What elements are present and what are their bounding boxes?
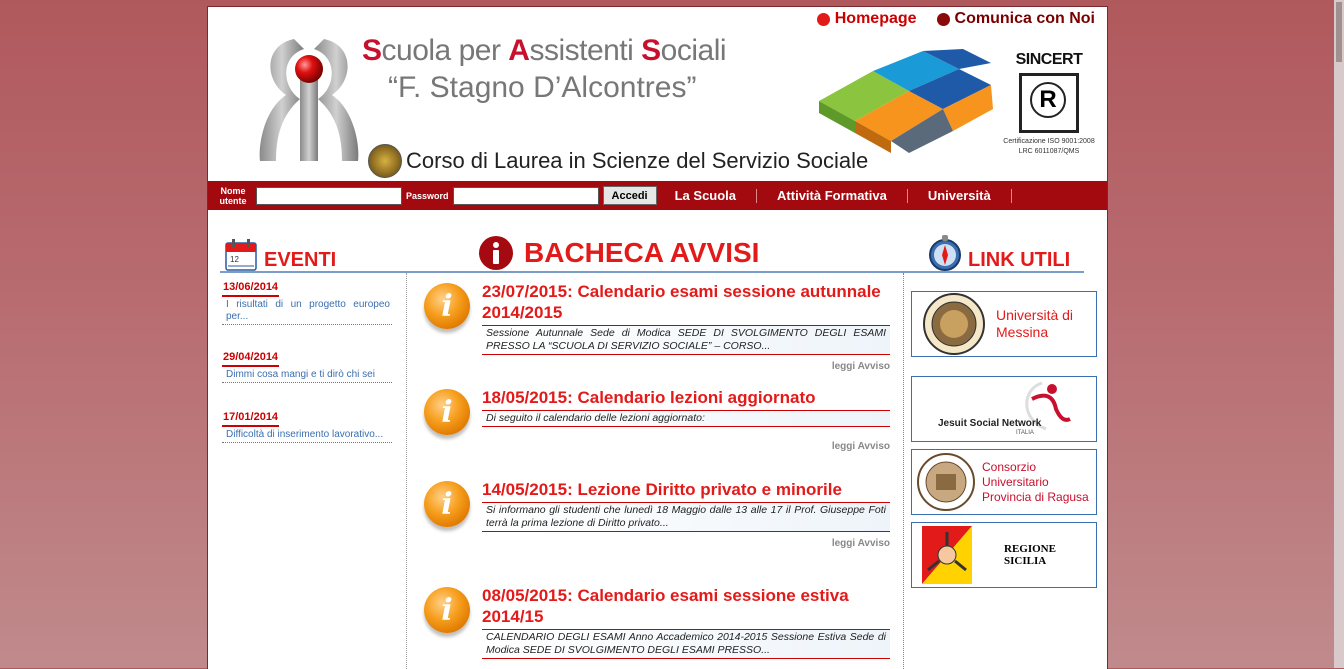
link-jesuit-social-network[interactable] [911, 376, 1097, 442]
nav-attivita-formativa[interactable]: Attività Formativa [777, 188, 887, 203]
nav-universita[interactable]: Università [927, 188, 991, 203]
column-divider [903, 273, 904, 669]
link-consorzio-ragusa[interactable] [911, 449, 1097, 515]
consorzio-seal-icon [916, 452, 976, 512]
avviso-title[interactable]: 23/07/2015: Calendario esami sessione autunnale 2014/2015 [482, 282, 881, 322]
avviso-summary: Di seguito il calendario delle lezioni aggiornato: [482, 410, 890, 427]
info-circle-icon: i [424, 481, 470, 527]
username-label: Nome utente [219, 185, 247, 206]
event-date: 29/04/2014 [222, 349, 279, 367]
compass-icon [928, 233, 962, 273]
event-item[interactable] [222, 277, 392, 325]
contact-link[interactable] [937, 10, 1095, 28]
eventi-title: EVENTI [264, 249, 337, 271]
link-regione-sicilia[interactable] [911, 522, 1097, 588]
school-logo-icon [254, 35, 364, 165]
page-container [207, 6, 1108, 669]
login-button[interactable]: Accedi [603, 186, 657, 205]
bacheca-title: BACHECA AVVISI [524, 237, 760, 268]
university-seal-icon [368, 144, 402, 178]
section-divider [220, 271, 1084, 273]
scrollbar-thumb[interactable] [1336, 2, 1342, 62]
password-input[interactable] [453, 187, 599, 205]
read-avviso-link[interactable]: leggi Avviso [831, 361, 890, 372]
read-avviso-link[interactable]: leggi Avviso [831, 538, 890, 549]
link-label: Università di Messina [996, 307, 1074, 340]
avviso-item [424, 585, 890, 659]
avviso-summary: Sessione Autunnale Sede di Modica SEDE DI SVOLGIMENTO DEGLI ESAMI PRESSO LA “SCUOLA DI SERVIZIO SOCIALE” – CORSO... [482, 325, 890, 355]
avviso-summary: Si informano gli studenti che lunedì 18 Maggio dalle 13 alle 17 il Prof. Giuseppe Foti terrà la prima lezione di Diritto privato... [482, 502, 890, 532]
window-scrollbar[interactable] [1334, 0, 1344, 668]
homepage-link[interactable] [817, 10, 917, 28]
event-item[interactable] [222, 347, 392, 383]
avviso-title[interactable]: 14/05/2015: Lezione Diritto privato e minorile [482, 480, 842, 499]
username-input[interactable] [256, 187, 402, 205]
link-label: REGIONE SICILIA [1004, 543, 1056, 567]
event-date: 17/01/2014 [222, 409, 279, 427]
svg-text:12: 12 [230, 254, 239, 264]
info-circle-icon: i [424, 389, 470, 435]
avviso-item [424, 387, 890, 452]
avviso-summary: CALENDARIO DEGLI ESAMI Anno Accademico 2014-2015 Sessione Estiva Sede di Modica SEDE DI SVOLGIMENTO DEGLI ESAMI PRESSO... [482, 629, 890, 659]
avviso-title[interactable]: 18/05/2015: Calendario lezioni aggiornato [482, 388, 816, 407]
homepage-label: Homepage [834, 10, 917, 27]
info-circle-icon: i [424, 587, 470, 633]
calendar-icon [224, 238, 258, 272]
contact-label: Comunica con Noi [954, 10, 1095, 27]
eventi-list [222, 277, 392, 463]
main-navbar [208, 181, 1107, 210]
link-universita-messina[interactable] [911, 291, 1097, 357]
sicily-flag-icon [922, 526, 972, 584]
bacheca-header [478, 235, 759, 271]
sincert-certification [994, 51, 1104, 157]
bullet-icon [817, 13, 830, 26]
avviso-title[interactable]: 08/05/2015: Calendario esami sessione estiva 2014/15 [482, 586, 849, 626]
info-icon [478, 235, 514, 271]
course-title [368, 144, 868, 178]
university-messina-seal-icon [922, 292, 986, 356]
course-text: Corso di Laurea in Scienze del Servizio Sociale [406, 148, 869, 173]
nav-la-scuola[interactable]: La Scuola [674, 188, 737, 203]
certification-line2: LRC 6011087/QMS [1018, 148, 1080, 155]
link-utili-header [928, 233, 1070, 273]
event-item[interactable] [222, 407, 392, 443]
avviso-item [424, 479, 890, 549]
password-label: Password [406, 190, 449, 201]
event-link[interactable]: Difficoltà di inserimento lavorativo... [222, 427, 392, 443]
link-label: Consorzio Universitario Provincia di Ragusa [982, 459, 1089, 504]
nav-separator [1011, 189, 1012, 203]
top-links [817, 10, 1095, 28]
link-utili-title: LINK UTILI [968, 248, 1071, 271]
link-sublabel: ITALIA [1016, 430, 1034, 436]
event-link[interactable]: Dimmi cosa mangi e ti dirò chi sei [222, 367, 392, 383]
registered-mark-icon: R [1019, 73, 1079, 133]
bullet-icon [937, 13, 950, 26]
puzzle-image [813, 49, 993, 153]
school-name-line1: Scuola per Assistenti Sociali [362, 34, 727, 67]
avviso-item [424, 281, 890, 372]
column-divider [406, 273, 407, 669]
event-date: 13/06/2014 [222, 279, 279, 297]
site-header [208, 7, 1107, 179]
event-link[interactable]: I risultati di un progetto europeo per... [222, 297, 392, 325]
info-circle-icon: i [424, 283, 470, 329]
read-avviso-link[interactable]: leggi Avviso [831, 441, 890, 452]
certification-line1: Certificazione ISO 9001:2008 [1003, 138, 1095, 145]
link-label: Jesuit Social Network [938, 418, 1042, 429]
eventi-header [224, 237, 336, 272]
sincert-logo: SINCERT [1015, 51, 1083, 68]
school-name-line2: “F. Stagno D’Alcontres” [388, 71, 697, 104]
